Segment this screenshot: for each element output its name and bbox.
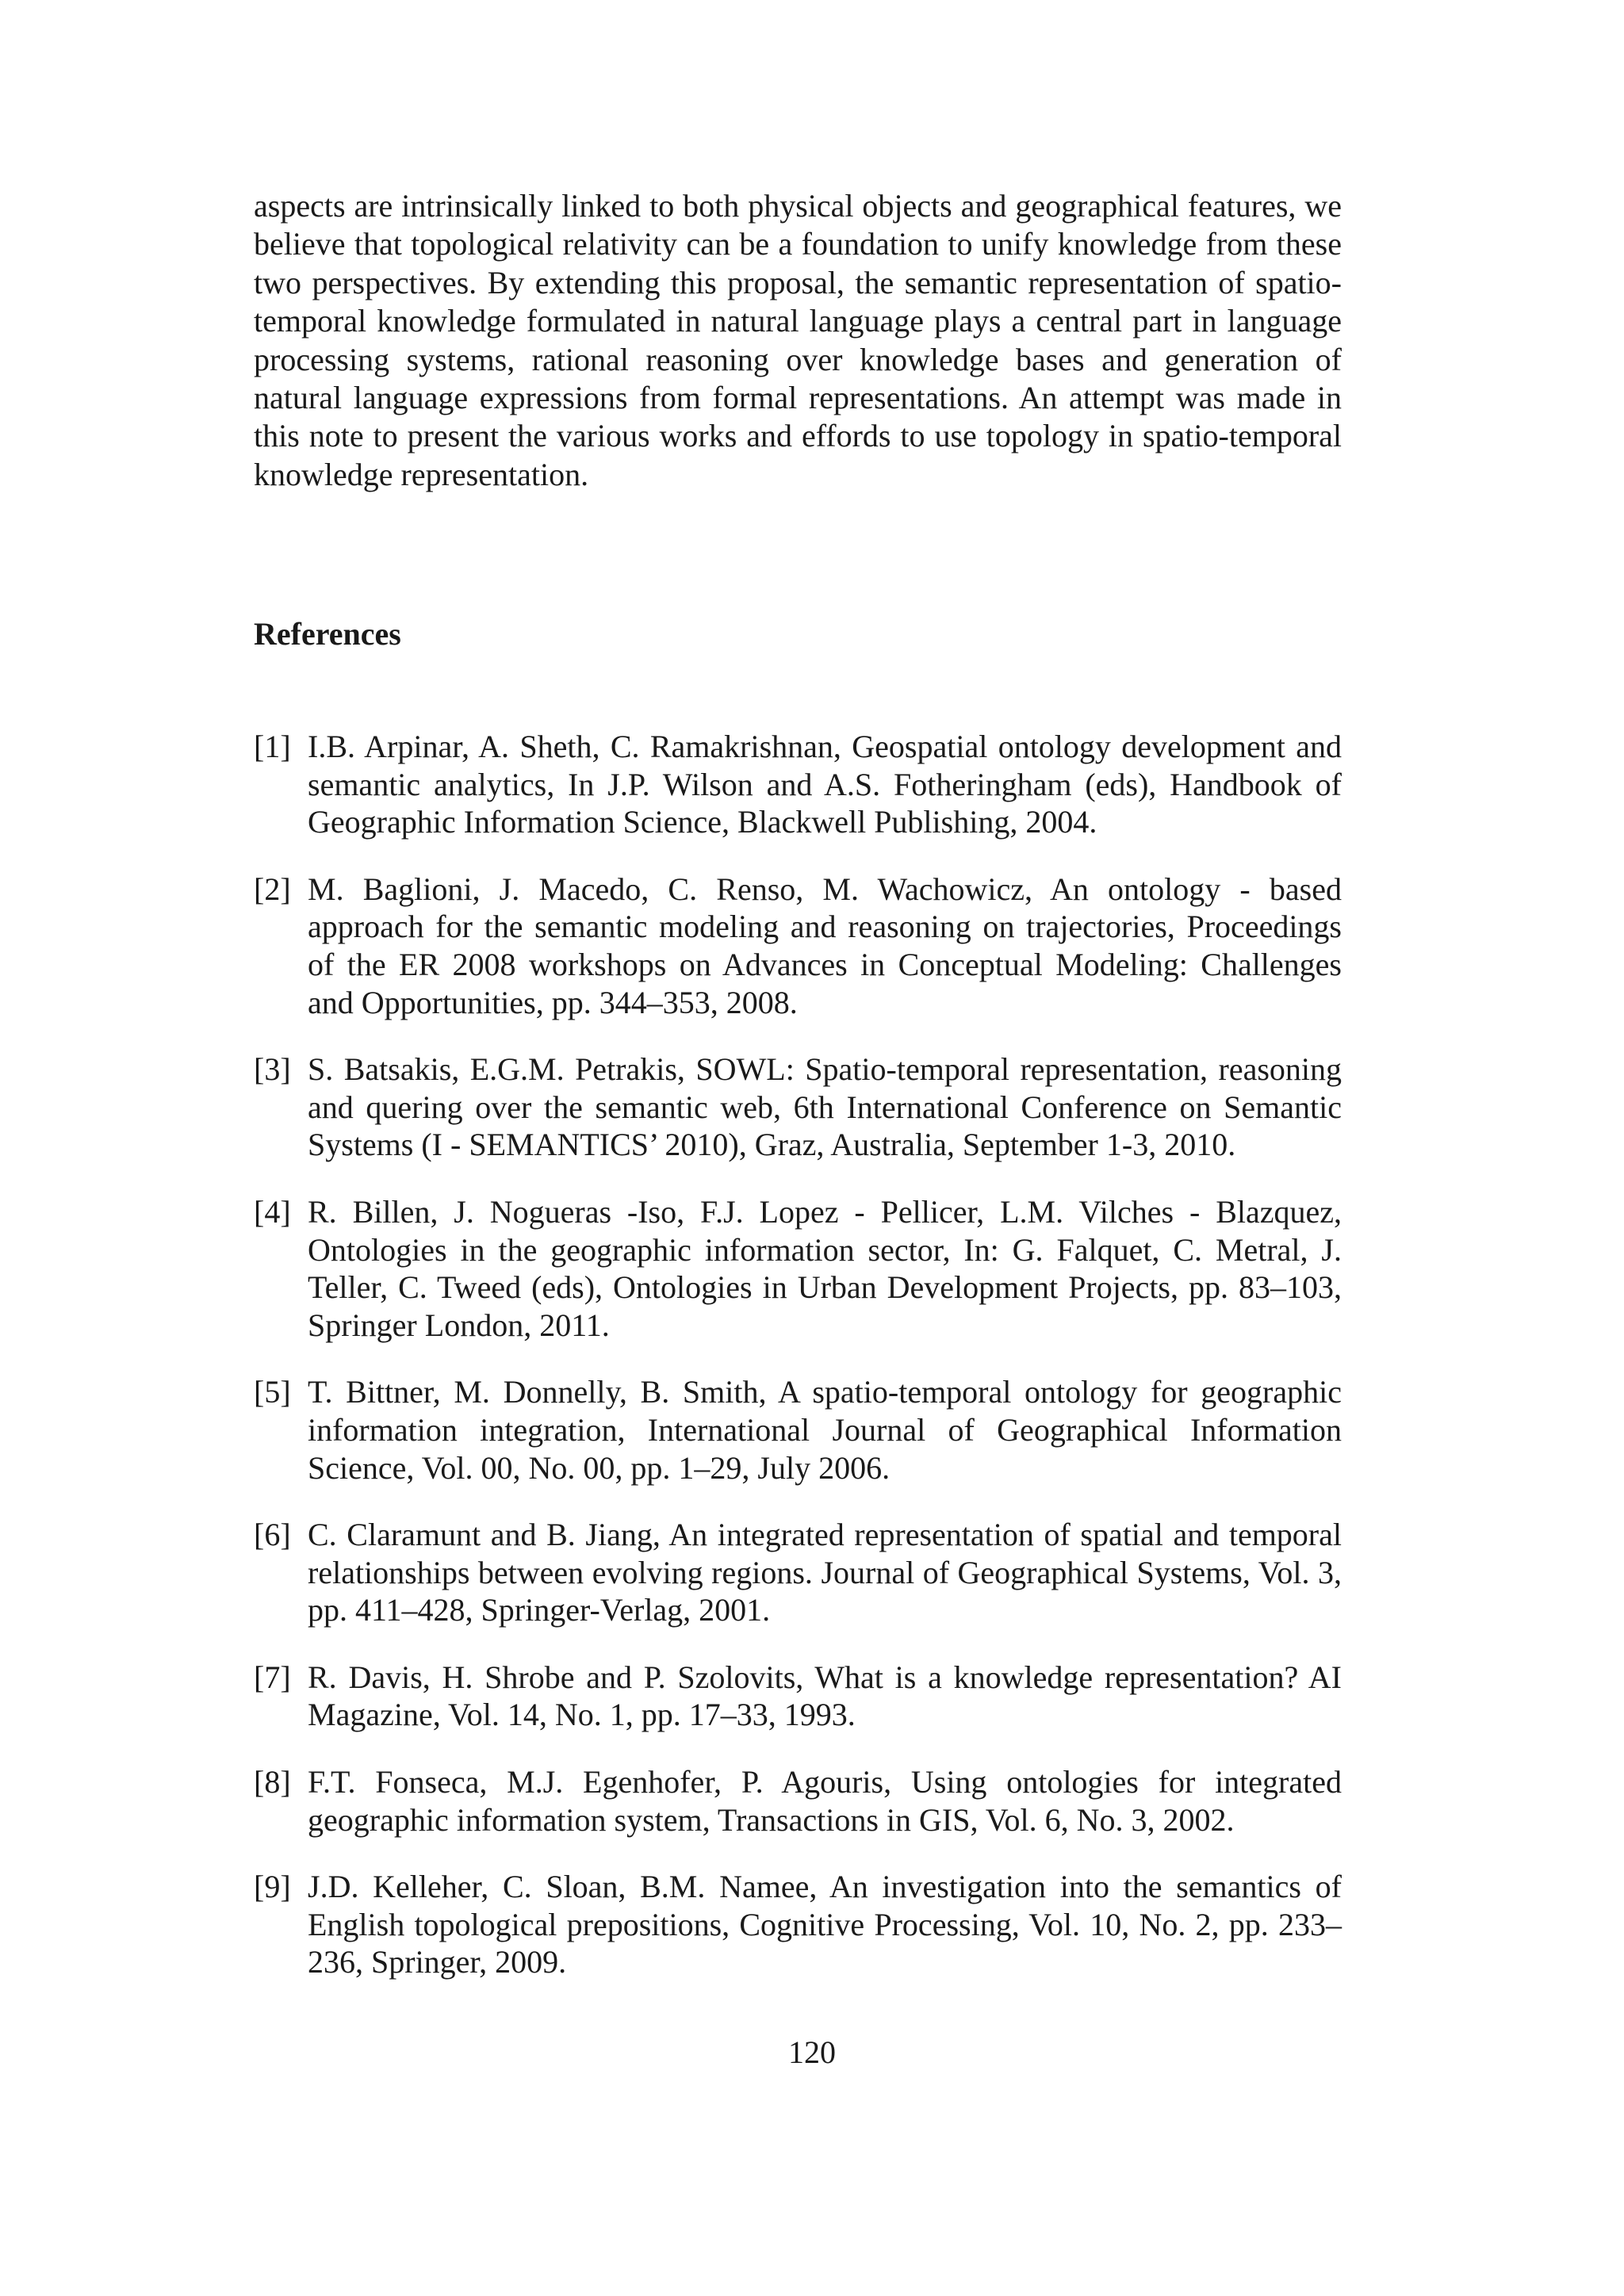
reference-number-7: [7] <box>254 1659 291 1695</box>
paper-page-content <box>254 187 1342 1980</box>
references-heading: References <box>254 616 401 652</box>
reference-number-4: [4] <box>254 1193 291 1230</box>
reference-text-3: S. Batsakis, E.G.M. Petrakis, SOWL: Spatio-temporal representation, reasoning and quering over the semantic web, 6th International Conference on Semantic Systems (I - SEMANTICS’ 2010), Graz, Australia, September 1-3, 2010. <box>308 1051 1342 1163</box>
references-list <box>254 728 1342 2011</box>
reference-item-8 <box>254 1763 1342 1839</box>
reference-item-5 <box>254 1373 1342 1487</box>
reference-text-6: C. Claramunt and B. Jiang, An integrated representation of spatial and temporal relationships between evolving regions. Journal of Geographical Systems, Vol. 3, pp. 411–428, Springer-Verlag, 2001. <box>308 1517 1342 1628</box>
reference-text-9: J.D. Kelleher, C. Sloan, B.M. Namee, An investigation into the semantics of English topological prepositions, Cognitive Processing, Vol. 10, No. 2, pp. 233–236, Springer, 2009. <box>308 1869 1342 1980</box>
reference-text-7: R. Davis, H. Shrobe and P. Szolovits, What is a knowledge representation? AI Magazine, Vol. 14, No. 1, pp. 17–33, 1993. <box>308 1659 1342 1733</box>
reference-text-4: R. Billen, J. Nogueras -Iso, F.J. Lopez - Pellicer, L.M. Vilches - Blazquez, Ontologies in the geographic information sector, In: G. Falquet, C. Metral, J. Teller, C. Tweed (eds), Ontologies in Urban Development Projects, pp. 83–103, Springer London, 2011. <box>308 1193 1342 1343</box>
reference-text-2: M. Baglioni, J. Macedo, C. Renso, M. Wachowicz, An ontology - based approach for the semantic modeling and reasoning on trajectories, Proceedings of the ER 2008 workshops on Advances in Conceptual Modeling: Challenges and Opportunities, pp. 344–353, 2008. <box>308 871 1342 1020</box>
reference-text-8: F.T. Fonseca, M.J. Egenhofer, P. Agouris, Using ontologies for integrated geographic information system, Transactions in GIS, Vol. 6, No. 3, 2002. <box>308 1764 1342 1838</box>
reference-number-9: [9] <box>254 1869 291 1905</box>
reference-text-1: I.B. Arpinar, A. Sheth, C. Ramakrishnan, Geospatial ontology development and semantic analytics, In J.P. Wilson and A.S. Fotheringham (eds), Handbook of Geographic Information Science, Blackwell Publishing, 2004. <box>308 729 1342 840</box>
reference-item-1 <box>254 728 1342 841</box>
reference-item-3 <box>254 1050 1342 1164</box>
reference-number-3: [3] <box>254 1051 291 1088</box>
reference-text-5: T. Bittner, M. Donnelly, B. Smith, A spatio-temporal ontology for geographic information integration, International Journal of Geographical Information Science, Vol. 00, No. 00, pp. 1–29, July 2006. <box>308 1374 1342 1486</box>
intro-paragraph: aspects are intrinsically linked to both physical objects and geographical features, we believe that topological relativity can be a foundation to unify knowledge from these two perspectives. By extending this proposal, the semantic representation of spatio-temporal knowledge formulated in natural language plays a central part in language processing systems, rational reasoning over knowledge bases and generation of natural language expressions from formal representations. An attempt was made in this note to present the various works and effords to use topology in spatio-temporal knowledge representation. <box>254 188 1342 492</box>
reference-number-2: [2] <box>254 871 291 907</box>
reference-number-6: [6] <box>254 1517 291 1553</box>
reference-item-4 <box>254 1193 1342 1344</box>
reference-item-2 <box>254 871 1342 1021</box>
reference-number-5: [5] <box>254 1374 291 1410</box>
reference-item-7 <box>254 1659 1342 1734</box>
reference-number-1: [1] <box>254 729 291 764</box>
page-number: 120 <box>788 2034 836 2070</box>
reference-number-8: [8] <box>254 1764 291 1800</box>
reference-item-6 <box>254 1516 1342 1629</box>
reference-item-9 <box>254 1868 1342 1981</box>
